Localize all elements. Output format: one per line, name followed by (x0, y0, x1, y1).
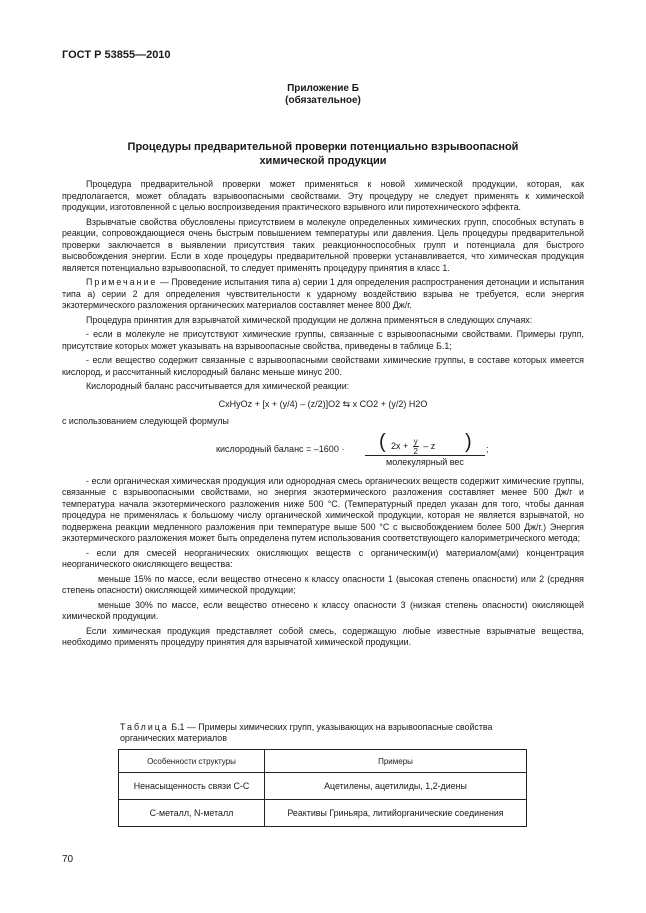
paragraph: - если вещество содержит связанные с взрывоопасными свойствами химические группы, в составе которых имеется кислород, и рассчитанный кислородный баланс меньше минус 200. (62, 355, 584, 377)
table-caption (120, 722, 520, 744)
paragraph: с использованием следующей формулы (62, 416, 229, 426)
numerator-frac-top: y (413, 436, 418, 446)
paragraph: Кислородный баланс рассчитывается для химической реакции: (86, 381, 350, 391)
appendix-heading (62, 83, 584, 107)
paragraph: Процедура предварительной проверки может применяться к новой химической продукции, которая, как предполагается, может обладать взрывоопасными свойствами. Эту процедуру не следует применять к химической продукции, изготовленной с целью воспроизведения практического взрывного или пиротехнического эффекта. (62, 179, 584, 212)
paragraph: меньше 30% по массе, если вещество отнесено к классу опасности 3 (низкая степень опасности) окисляющей химической продукции. (62, 599, 584, 621)
numerator-part-a: 2x + (391, 440, 409, 451)
table-cell: Реактивы Гриньяра, литийорганические соединения (265, 800, 527, 827)
paragraph: - если для смесей неорганических окисляющих веществ с органическим(и) материалом(ами) концентрация неорганического окисляющего вещества: (62, 547, 584, 569)
reaction-equation-text: CxHyOz + [x + (y/4) – (z/2)]O2 ⇆ x CO2 + (y/2) H2O (218, 398, 428, 409)
oxygen-balance-formula (62, 432, 584, 470)
page-number: 70 (62, 854, 74, 865)
reaction-equation (62, 399, 584, 411)
formula-terminator: ; (486, 443, 489, 454)
paragraph: меньше 15% по массе, если вещество отнесено к классу опасности 1 (высокая степень опасности) или 2 (средняя степень опасности) окисляющей химической продукции; (62, 573, 584, 595)
paragraph: Взрывчатые свойства обусловлены присутствием в молекуле определенных химических групп, способных вступать в реакции, сопровождающиеся очень быстрым повышением температуры или давления. Цель процедуры предварительной проверки заключается в выявлении присутствия таких реакционноспособных групп и потенциала для быстрого высвобождения энергии. Если в ходе процедуры предварительной проверки устанавливается, что химическая продукция является потенциально взрывоопасной, то следует применять процедуру принятия в класс 1. (62, 216, 584, 273)
formula-fraction (365, 432, 485, 469)
paragraph: - если в молекуле не присутствуют химические группы, связанные с взрывоопасными свойствами. Примеры групп, присутствие которых может указывать на взрывоопасные свойства, приведены в таблице Б.1; (62, 329, 584, 351)
paragraph: - если органическая химическая продукция или однородная смесь органических веществ содержит химические группы, связанные с взрывоопасными свойствами, но энергия экзотермического разложения составляет менее 500 Дж/г и температура начала экзотермического разложения ниже 500 °С. (Температурный предел указан для того, чтобы данная процедура не применялась к большому числу органической химической продукции, которая не является взрывчатой, но подвержена реакции медленного разложения при температуре выше 500 °С с высвобождением более 500 Дж/г.) Энергия экзотермического разложения может быть определена путем использования соответствующего калориметрического метода; (62, 475, 584, 543)
table-header-cell: Примеры (265, 750, 527, 773)
table-caption-text: Б.1 — Примеры химических групп, указывающих на взрывоопасные свойства органических материалов (120, 722, 493, 743)
numerator-small-fraction (413, 437, 419, 456)
table-header-row (119, 750, 527, 773)
table-row (119, 773, 527, 800)
appendix-status: (обязательное) (285, 95, 361, 106)
note (62, 277, 584, 312)
formula-lhs: кислородный баланс = –1600 · (216, 443, 345, 454)
table-cell: С-металл, N-металл (119, 800, 265, 827)
table-caption-label: Таблица (120, 722, 169, 732)
chemical-groups-table (118, 749, 527, 827)
section-title-line2: химической продукции (259, 155, 387, 167)
left-paren-glyph: ( (379, 430, 386, 453)
note-text: — Проведение испытания типа а) серии 1 для определения распространения детонации и испытания типа а) серии 2 для определения чувствительности к ударному воздействию взрыва не требуется, если энергия экзотермического разложения органических материалов составляет менее 800 Дж/г. (62, 277, 584, 310)
section-title-line1: Процедуры предварительной проверки потенциально взрывоопасной (127, 141, 519, 153)
formula-denominator: молекулярный вес (365, 455, 485, 469)
paragraph: Если химическая продукция представляет собой смесь, содержащую любые известные взрывчатые вещества, необходимо применять процедуру принятия для взрывчатой химической продукции. (62, 625, 584, 647)
note-label: Примечание (86, 277, 158, 287)
appendix-title: Приложение Б (287, 83, 359, 94)
paragraph: Процедура принятия для взрывчатой химической продукции не должна применяться в следующих случаях: (86, 314, 533, 325)
table-cell: Ненасыщенность связи C-C (119, 773, 265, 800)
table-cell: Ацетилены, ацетилиды, 1,2-диены (265, 773, 527, 800)
right-paren-glyph: ) (465, 430, 472, 453)
numerator-part-b: – z (423, 440, 436, 451)
document-code: ГОСТ Р 53855—2010 (62, 49, 171, 61)
section-title (62, 140, 584, 168)
body-text (62, 179, 584, 652)
table-header-cell: Особенности структуры (119, 750, 265, 773)
table-row (119, 800, 527, 827)
formula-numerator (365, 432, 485, 454)
numerator-frac-bottom: 2 (413, 446, 418, 456)
